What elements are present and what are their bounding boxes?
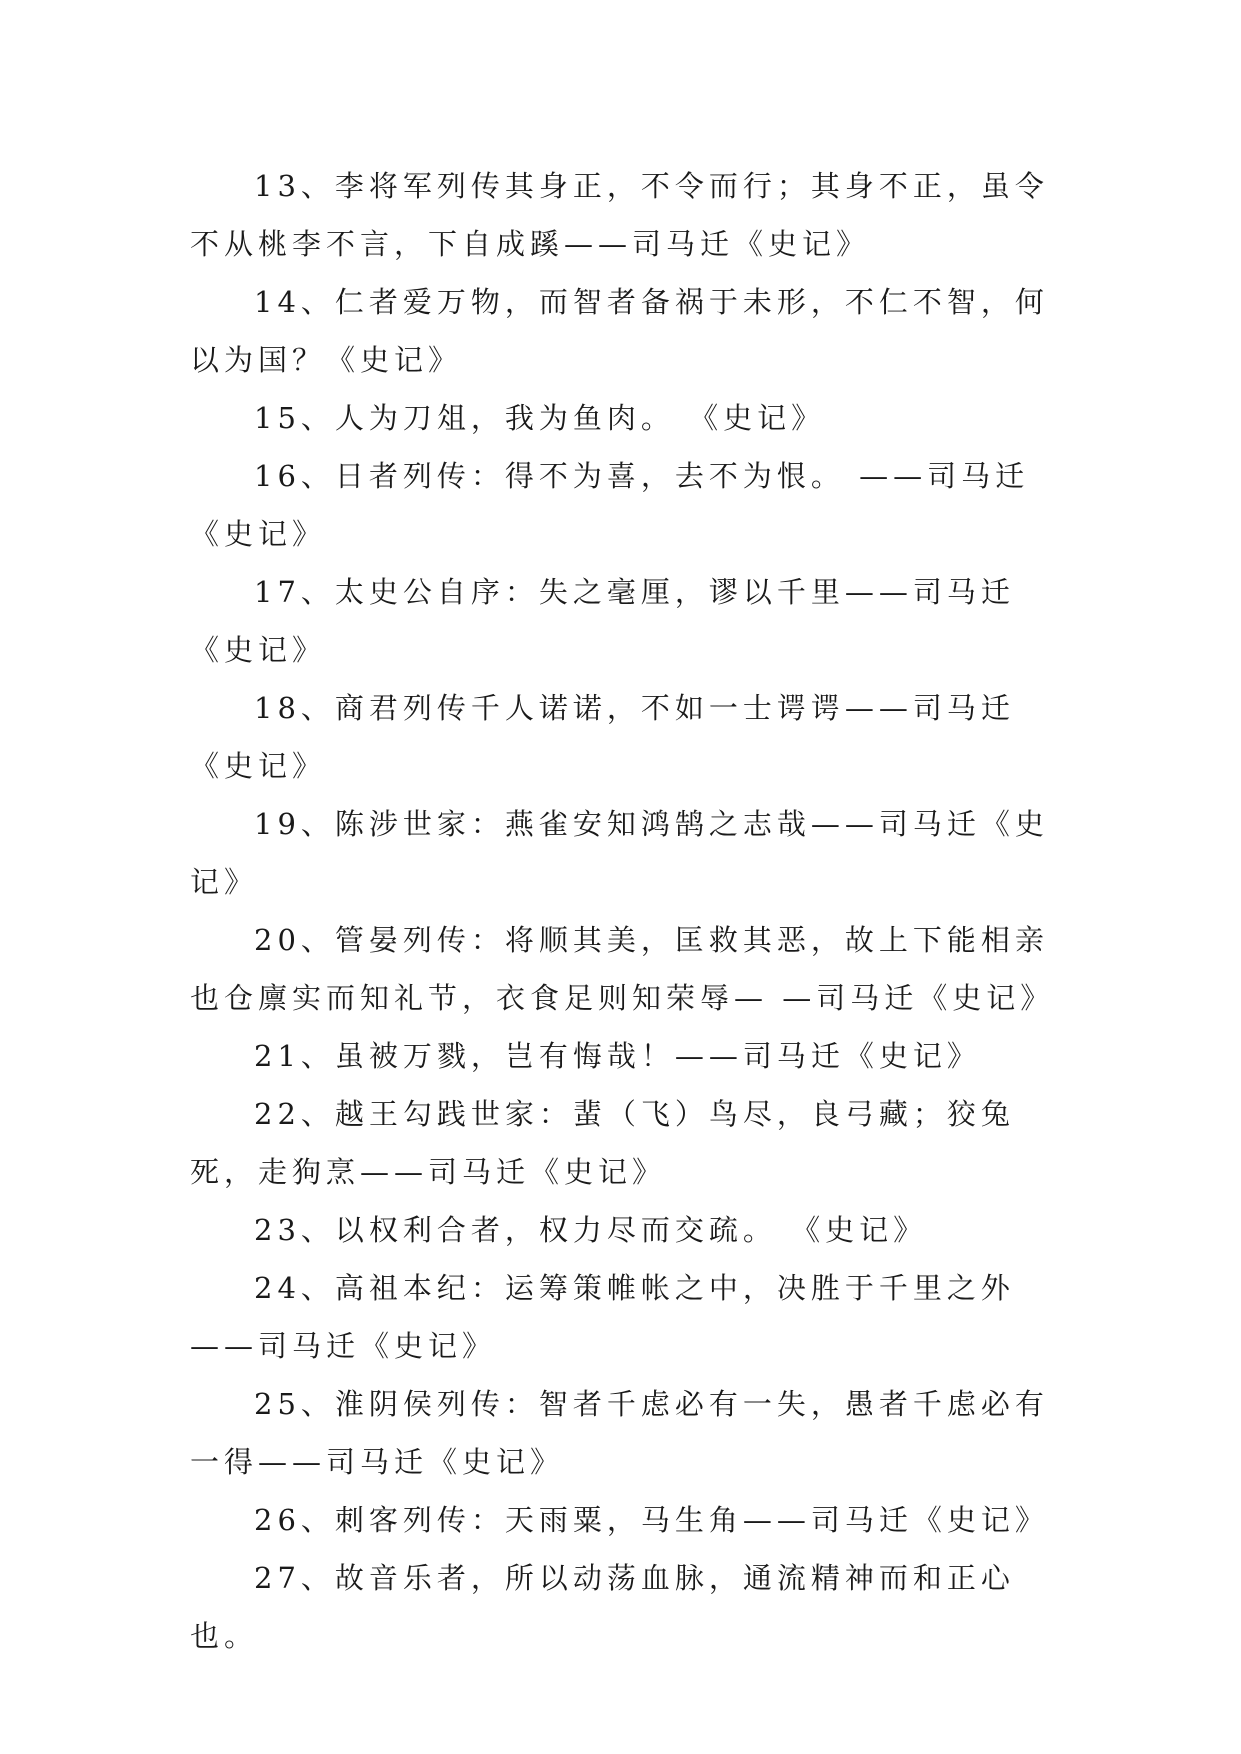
paragraph-13: 13、李将军列传其身正，不令而行；其身不正，虽令不从桃李不言，下自成蹊——司马迁《史记》: [190, 169, 1049, 261]
paragraph-18: 18、商君列传千人诺诺，不如一士谔谔——司马迁《史记》: [190, 691, 1015, 783]
paragraph-16: 16、日者列传：得不为喜，去不为恨。 ——司马迁《史记》: [190, 459, 1030, 551]
paragraph-15: 15、人为刀俎，我为鱼肉。 《史记》: [254, 401, 826, 435]
paragraph-23: 23、以权利合者，权力尽而交疏。 《史记》: [254, 1213, 928, 1247]
paragraph-22: 22、越王勾践世家：蜚（飞）鸟尽，良弓藏；狡兔死，走狗烹——司马迁《史记》: [190, 1097, 1015, 1189]
paragraph-19: 19、陈涉世家：燕雀安知鸿鹄之志哉——司马迁《史记》: [190, 807, 1049, 899]
paragraph-26: 26、刺客列传：天雨粟，马生角——司马迁《史记》: [254, 1503, 1049, 1537]
paragraph-21: 21、虽被万戮，岂有悔哉！——司马迁《史记》: [254, 1039, 981, 1073]
paragraph-17: 17、太史公自序：失之毫厘，谬以千里——司马迁《史记》: [190, 575, 1015, 667]
paragraph-20: 20、管晏列传：将顺其美，匡救其恶，故上下能相亲也仓廪实而知礼节，衣食足则知荣辱— —司马迁《史记》: [190, 923, 1055, 1015]
paragraph-27: 27、故音乐者，所以动荡血脉，通流精神而和正心也。: [190, 1561, 1015, 1653]
paragraph-24: 24、高祖本纪：运筹策帷帐之中，决胜于千里之外——司马迁《史记》: [190, 1271, 1015, 1363]
paragraph-25: 25、淮阴侯列传：智者千虑必有一失，愚者千虑必有一得——司马迁《史记》: [190, 1387, 1049, 1479]
document-body: [190, 157, 1070, 1665]
paragraph-14: 14、仁者爱万物，而智者备祸于未形，不仁不智，何以为国？《史记》: [190, 285, 1049, 377]
